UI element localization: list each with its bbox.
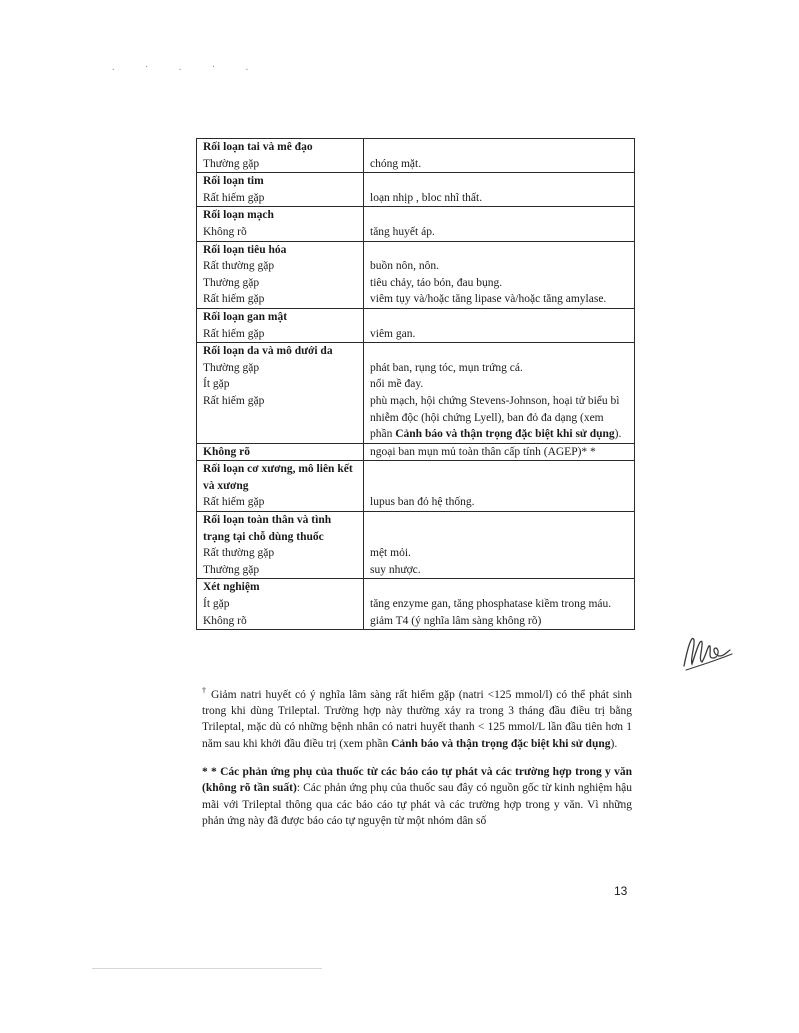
reaction-cell [364, 562, 635, 579]
reaction-cell [364, 360, 635, 377]
table-group-header [197, 207, 635, 224]
reaction-cell [364, 258, 635, 275]
group-title: Rối loạn cơ xương, mô liên kết và xương [197, 461, 364, 495]
frequency-cell: Ít gặp [197, 596, 364, 613]
frequency-cell: Rất hiếm gặp [197, 393, 364, 443]
reaction-cell [364, 393, 635, 443]
footnote-body: : Các phản ứng phụ của thuốc sau đây có nguồn gốc từ kinh nghiệm hậu mãi với Trileptal thông qua các báo cáo tự phát và các trường hợp trong y văn. Vì những phản ứng này đã được báo cáo tự nguyện từ một nhóm dân số [202, 782, 632, 827]
frequency-cell: Không rõ [197, 613, 364, 630]
group-title: Rối loạn mạch [197, 207, 364, 224]
group-title: Rối loạn toàn thân và tình trạng tại chỗ dùng thuốc [197, 512, 364, 546]
reaction-cell [364, 596, 635, 613]
reaction-text-tail: ). [614, 428, 622, 441]
frequency-cell: Không rõ [197, 443, 364, 461]
frequency-cell: Rất hiếm gặp [197, 190, 364, 207]
frequency-cell: Thường gặp [197, 275, 364, 292]
table-row [197, 190, 635, 207]
frequency-cell: Rất hiếm gặp [197, 291, 364, 308]
reaction-cell [364, 545, 635, 562]
table-row [197, 393, 635, 443]
frequency-cell: Ít gặp [197, 376, 364, 393]
table-row [197, 494, 635, 511]
table-group-header [197, 173, 635, 190]
table-row [197, 258, 635, 275]
footnote-tail: ). [610, 737, 618, 750]
table-row [197, 224, 635, 241]
group-title: Rối loạn gan mật [197, 308, 364, 325]
table-row [197, 275, 635, 292]
table-group-header [197, 343, 635, 360]
frequency-cell: Không rõ [197, 224, 364, 241]
table-row [197, 291, 635, 308]
reaction-cell [364, 275, 635, 292]
reaction-cell [364, 613, 635, 630]
table-row [197, 562, 635, 579]
reaction-cell [364, 190, 635, 207]
empty-cell [364, 512, 635, 546]
reaction-text: viêm gan. [370, 327, 416, 340]
table-group-header [197, 512, 635, 546]
footnote-hyponatremia [202, 683, 632, 752]
reaction-text: tiêu chảy, táo bón, đau bụng. [370, 276, 503, 289]
page-number: 13 [614, 884, 628, 898]
reaction-text: viêm tụy và/hoặc tăng lipase và/hoặc tăng amylase. [370, 293, 607, 306]
scan-artifact-dots: . · . · . [112, 62, 263, 73]
handwritten-signature-icon [680, 626, 736, 679]
frequency-cell: Thường gặp [197, 156, 364, 173]
footnote-cross-reference: Cảnh báo và thận trọng đặc biệt khi sử dụng [391, 737, 611, 750]
footnotes [202, 683, 632, 841]
reaction-cell [364, 156, 635, 173]
table-row [197, 156, 635, 173]
reaction-text: phù mạch, hội chứng Stevens-Johnson, hoại tử biểu bì nhiễm độc (hội chứng Lyell), ban đỏ đa dạng (xem phần [370, 394, 620, 441]
empty-cell [364, 207, 635, 224]
reaction-text: lupus ban đỏ hệ thống. [370, 496, 475, 509]
frequency-cell: Rất hiếm gặp [197, 494, 364, 511]
frequency-cell: Thường gặp [197, 360, 364, 377]
footnote-spontaneous-reports [202, 764, 632, 829]
empty-cell [364, 308, 635, 325]
reaction-text: tăng huyết áp. [370, 225, 435, 238]
empty-cell [364, 139, 635, 156]
reaction-text: tăng enzyme gan, tăng phosphatase kiềm trong máu. [370, 598, 612, 611]
adverse-reactions-table [196, 138, 635, 630]
frequency-cell: Rất thường gặp [197, 258, 364, 275]
reaction-text: suy nhược. [370, 563, 421, 576]
group-title: Xét nghiệm [197, 579, 364, 596]
reaction-text: buồn nôn, nôn. [370, 260, 439, 273]
frequency-cell: Thường gặp [197, 562, 364, 579]
empty-cell [364, 241, 635, 258]
table-row [197, 376, 635, 393]
empty-cell [364, 173, 635, 190]
group-title: Rối loạn da và mô dưới da [197, 343, 364, 360]
cross-reference: Cảnh báo và thận trọng đặc biệt khi sử dụng [395, 428, 615, 441]
footnote-marker: † [202, 686, 208, 695]
frequency-cell: Rất hiếm gặp [197, 326, 364, 343]
table-row [197, 360, 635, 377]
group-title: Rối loạn tai và mê đạo [197, 139, 364, 156]
table-group-header [197, 139, 635, 156]
table-row [197, 443, 635, 461]
group-title: Rối loạn tim [197, 173, 364, 190]
empty-cell [364, 579, 635, 596]
reaction-text: ngoại ban mụn mủ toàn thân cấp tính (AGEP)* * [370, 445, 596, 458]
empty-cell [364, 343, 635, 360]
reaction-text: phát ban, rụng tóc, mụn trứng cá. [370, 361, 523, 374]
reaction-cell [364, 291, 635, 308]
table-row [197, 613, 635, 630]
group-title: Rối loạn tiêu hóa [197, 241, 364, 258]
table-row [197, 545, 635, 562]
empty-cell [364, 461, 635, 495]
table-group-header [197, 241, 635, 258]
reaction-cell [364, 494, 635, 511]
reaction-cell [364, 326, 635, 343]
reaction-text: loạn nhịp , bloc nhĩ thất. [370, 191, 483, 204]
footnote-text: Giảm natri huyết có ý nghĩa lâm sàng rất hiếm gặp (natri <125 mmol/l) có thể phát sinh trong khi dùng Trileptal. Trường hợp này thường xảy ra trong 3 tháng đầu điều trị bằng Trileptal, mặc dù có những bệnh nhân có natri huyết thanh < 125 mmol/L lần đầu tiên hơn 1 năm sau khi khởi đầu điều trị (xem phần [202, 688, 633, 750]
reaction-text: mệt mỏi. [370, 547, 411, 560]
table-row [197, 596, 635, 613]
table-group-header [197, 461, 635, 495]
table-group-header [197, 579, 635, 596]
footnote-heading: * * Các phản ứng phụ của thuốc từ các báo cáo tự phát và các trường hợp trong y văn (không rõ tần suất) [202, 766, 632, 795]
reaction-cell [364, 376, 635, 393]
table-group-header [197, 308, 635, 325]
table-row [197, 326, 635, 343]
reaction-text: chóng mặt. [370, 157, 422, 170]
reaction-cell [364, 443, 635, 461]
reaction-cell [364, 224, 635, 241]
footer-rule [92, 968, 322, 969]
frequency-cell: Rất thường gặp [197, 545, 364, 562]
reaction-text: giảm T4 (ý nghĩa lâm sàng không rõ) [370, 614, 542, 627]
reaction-text: nổi mề đay. [370, 378, 424, 391]
